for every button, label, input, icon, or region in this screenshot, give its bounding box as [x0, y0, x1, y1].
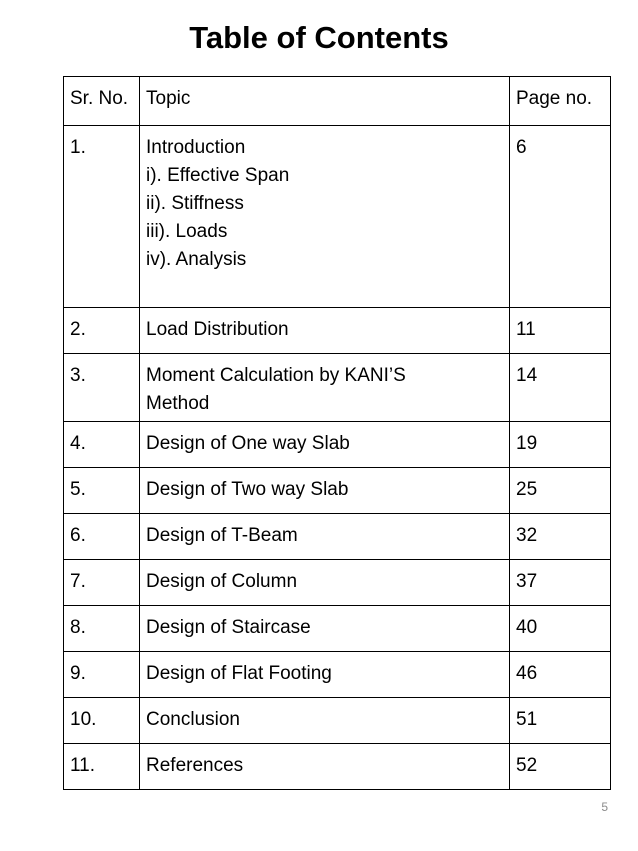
- row-page-no: 52: [510, 744, 611, 790]
- table-row: [64, 468, 611, 514]
- row-page-no: 11: [510, 308, 611, 354]
- table-row: [64, 652, 611, 698]
- subtopic-line: iii). Loads: [146, 221, 228, 242]
- slide-number: 5: [601, 800, 608, 814]
- table-row: [64, 744, 611, 790]
- page-title: Table of Contents: [189, 20, 449, 55]
- row-sr-no: 7.: [64, 560, 140, 606]
- row-sr-no: 11.: [64, 744, 140, 790]
- row-topic: [140, 652, 510, 698]
- table-row: [64, 354, 611, 422]
- row-topic: [140, 468, 510, 514]
- row-topic: [140, 560, 510, 606]
- row-topic: [140, 126, 510, 308]
- subtopic-line: i). Effective Span: [146, 165, 290, 186]
- table-row: [64, 422, 611, 468]
- row-page-no: 14: [510, 354, 611, 422]
- topic-line: Method: [146, 393, 210, 414]
- topic-line: Design of Staircase: [146, 617, 311, 638]
- row-page-no: 37: [510, 560, 611, 606]
- table-row: [64, 698, 611, 744]
- row-sr-no: 3.: [64, 354, 140, 422]
- header-page-no: Page no.: [510, 77, 611, 126]
- topic-line: Design of Flat Footing: [146, 663, 332, 684]
- subtopic-line: ii). Stiffness: [146, 193, 244, 214]
- topic-line: Design of One way Slab: [146, 433, 350, 454]
- topic-line: Design of Column: [146, 571, 298, 592]
- row-sr-no: 9.: [64, 652, 140, 698]
- topic-line: References: [146, 755, 244, 776]
- row-sr-no: 6.: [64, 514, 140, 560]
- table-row: [64, 126, 611, 308]
- row-topic: [140, 698, 510, 744]
- row-page-no: 25: [510, 468, 611, 514]
- row-sr-no: 5.: [64, 468, 140, 514]
- row-topic: [140, 514, 510, 560]
- subtopic-line: iv). Analysis: [146, 249, 247, 270]
- row-topic: [140, 606, 510, 652]
- topic-line: Load Distribution: [146, 319, 289, 340]
- topic-line: Design of Two way Slab: [146, 479, 349, 500]
- row-sr-no: 8.: [64, 606, 140, 652]
- table-row: [64, 606, 611, 652]
- table-header-row: [64, 77, 611, 126]
- row-topic: [140, 354, 510, 422]
- topic-line: Conclusion: [146, 709, 240, 730]
- header-sr-no: Sr. No.: [64, 77, 140, 126]
- table-row: [64, 308, 611, 354]
- row-topic: [140, 308, 510, 354]
- topic-line: Introduction: [146, 137, 246, 158]
- row-sr-no: 10.: [64, 698, 140, 744]
- row-page-no: 32: [510, 514, 611, 560]
- table-row: [64, 514, 611, 560]
- row-topic: [140, 422, 510, 468]
- row-sr-no: 4.: [64, 422, 140, 468]
- topic-line: Design of T-Beam: [146, 525, 298, 546]
- row-sr-no: 2.: [64, 308, 140, 354]
- row-page-no: 46: [510, 652, 611, 698]
- row-page-no: 6: [510, 126, 611, 308]
- topic-line: Moment Calculation by KANI’S: [146, 365, 406, 386]
- row-page-no: 51: [510, 698, 611, 744]
- table-row: [64, 560, 611, 606]
- toc-table: [63, 76, 611, 790]
- row-page-no: 19: [510, 422, 611, 468]
- row-sr-no: 1.: [64, 126, 140, 308]
- row-page-no: 40: [510, 606, 611, 652]
- header-topic: Topic: [140, 77, 510, 126]
- row-topic: [140, 744, 510, 790]
